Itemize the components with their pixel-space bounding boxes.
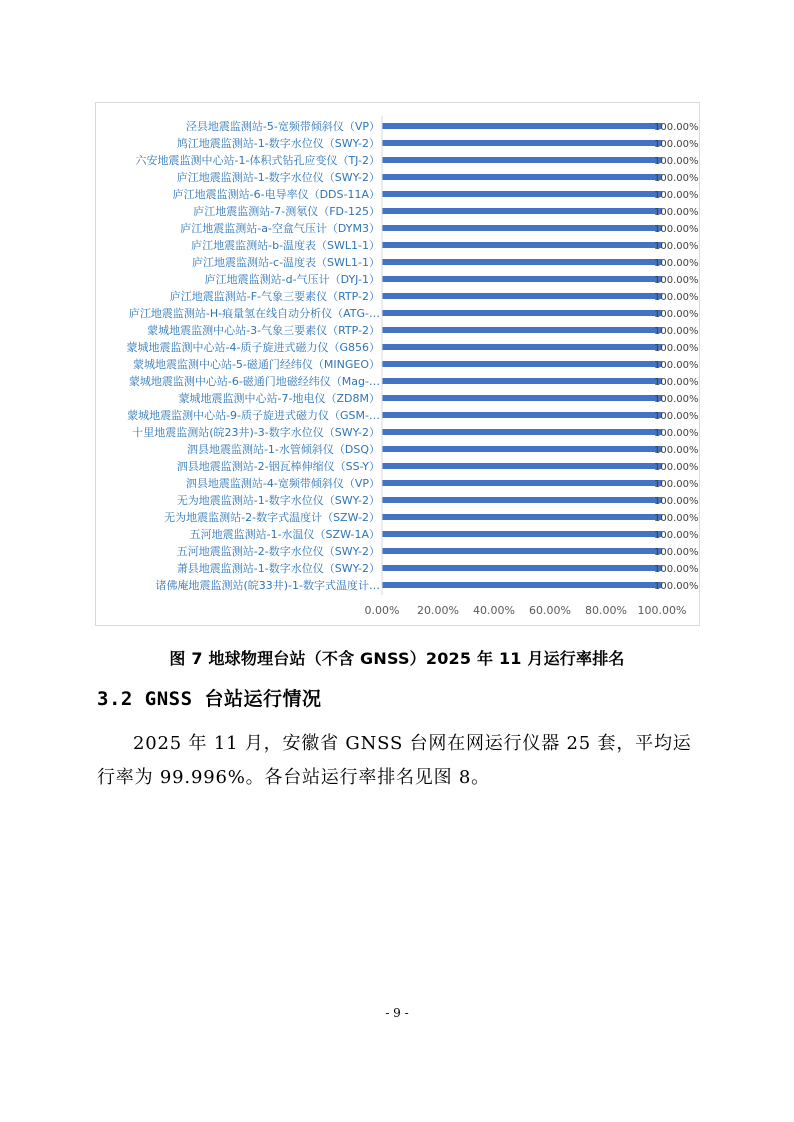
category-label: 庐江地震监测站-H-痕量氢在线自动分析仪（ATG-… (128, 307, 380, 320)
x-tick-label: 40.00% (473, 604, 515, 617)
data-label: 100.00% (654, 343, 699, 354)
bar (382, 480, 662, 486)
data-label: 100.00% (654, 445, 699, 456)
section-heading: 3.2 GNSS 台站运行情况 (97, 688, 322, 710)
data-label: 100.00% (654, 190, 699, 201)
category-label: 庐江地震监测站-a-空盒气压计（DYM3） (180, 222, 380, 235)
category-label: 五河地震监测站-1-水温仪（SZW-1A） (189, 528, 380, 541)
bar (382, 548, 662, 554)
category-label: 诸佛庵地震监测站(皖33井)-1-数字式温度计… (155, 579, 380, 592)
category-label: 泾县地震监测站-5-宽频带倾斜仪（VP） (185, 120, 380, 133)
data-label: 100.00% (654, 224, 699, 235)
data-label: 100.00% (654, 411, 699, 422)
bar (382, 123, 662, 129)
category-label: 泗县地震监测站-4-宽频带倾斜仪（VP） (185, 477, 380, 490)
data-label: 100.00% (654, 122, 699, 133)
data-label: 100.00% (654, 207, 699, 218)
category-label: 蒙城地震监测中心站-5-磁通门经纬仪（MINGEO） (132, 358, 380, 371)
category-label: 蒙城地震监测中心站-6-磁通门地磁经纬仪（Mag-… (128, 375, 380, 388)
data-label: 100.00% (654, 496, 699, 507)
category-label: 庐江地震监测站-7-测氡仪（FD-125） (193, 205, 380, 218)
bar (382, 531, 662, 537)
bar (382, 242, 662, 248)
data-label: 100.00% (654, 292, 699, 303)
category-label: 无为地震监测站-2-数字式温度计（SZW-2） (164, 511, 380, 524)
category-label: 十里地震监测站(皖23井)-3-数字水位仪（SWY-2） (132, 426, 380, 439)
category-label: 庐江地震监测站-1-数字水位仪（SWY-2） (176, 171, 380, 184)
data-label: 100.00% (654, 530, 699, 541)
data-label: 100.00% (654, 275, 699, 286)
bar (382, 208, 662, 214)
body-paragraph: 2025 年 11 月，安徽省 GNSS 台网在网运行仪器 25 套，平均运行率为 99.996%。各台站运行率排名见图 8。 (97, 733, 692, 788)
category-label: 无为地震监测站-1-数字水位仪（SWY-2） (176, 494, 380, 507)
bar (382, 259, 662, 265)
figure-caption: 图 7 地球物理台站（不含 GNSS）2025 年 11 月运行率排名 (169, 649, 625, 668)
bar (382, 514, 662, 520)
category-label: 庐江地震监测站-F-气象三要素仪（RTP-2） (169, 290, 380, 303)
data-label: 100.00% (654, 462, 699, 473)
bar (382, 225, 662, 231)
category-label: 蒙城地震监测中心站-4-质子旋进式磁力仪（G856） (126, 341, 380, 354)
data-label: 100.00% (654, 309, 699, 320)
x-tick-label: 100.00% (637, 604, 687, 617)
x-tick-label: 80.00% (585, 604, 627, 617)
category-label: 庐江地震监测站-d-气压计（DYJ-1） (204, 273, 380, 286)
bar (382, 310, 662, 316)
chart-container (95, 102, 700, 626)
category-label: 泗县地震监测站-2-铟瓦棒伸缩仪（SS-Y） (176, 460, 380, 473)
bar (382, 565, 662, 571)
bar (382, 446, 662, 452)
x-tick-label: 0.00% (364, 604, 400, 617)
data-label: 100.00% (654, 326, 699, 337)
bar (382, 293, 662, 299)
x-tick-label: 60.00% (529, 604, 571, 617)
data-label: 100.00% (654, 258, 699, 269)
bar (382, 191, 662, 197)
x-tick-label: 20.00% (417, 604, 459, 617)
data-label: 100.00% (654, 241, 699, 252)
data-label: 100.00% (654, 360, 699, 371)
data-label: 100.00% (654, 513, 699, 524)
bar (382, 327, 662, 333)
bar (382, 361, 662, 367)
bar-chart (96, 103, 699, 625)
category-label: 蒙城地震监测中心站-9-质子旋进式磁力仪（GSM-… (127, 409, 380, 422)
data-label: 100.00% (654, 581, 699, 592)
bar (382, 276, 662, 282)
bar (382, 378, 662, 384)
data-label: 100.00% (654, 479, 699, 490)
data-label: 100.00% (654, 173, 699, 184)
bar (382, 395, 662, 401)
category-label: 蒙城地震监测中心站-7-地电仪（ZD8M） (178, 392, 380, 405)
category-label: 萧县地震监测站-1-数字水位仪（SWY-2） (176, 562, 380, 575)
bar (382, 497, 662, 503)
data-label: 100.00% (654, 139, 699, 150)
category-label: 六安地震监测中心站-1-体积式钻孔应变仪（TJ-2） (135, 154, 380, 167)
bar (382, 582, 662, 588)
data-label: 100.00% (654, 564, 699, 575)
data-label: 100.00% (654, 428, 699, 439)
category-label: 蒙城地震监测中心站-3-气象三要素仪（RTP-2） (147, 324, 380, 337)
data-label: 100.00% (654, 377, 699, 388)
bar (382, 429, 662, 435)
bar (382, 157, 662, 163)
category-label: 泗县地震监测站-1-水管倾斜仪（DSQ） (186, 443, 380, 456)
bar (382, 140, 662, 146)
category-label: 鸠江地震监测站-1-数字水位仪（SWY-2） (176, 137, 380, 150)
bar (382, 412, 662, 418)
category-label: 五河地震监测站-2-数字水位仪（SWY-2） (176, 545, 380, 558)
bar (382, 174, 662, 180)
page-number: - 9 - (385, 1006, 409, 1020)
category-label: 庐江地震监测站-b-温度表（SWL1-1） (191, 239, 380, 252)
category-label: 庐江地震监测站-6-电导率仪（DDS-11A） (172, 188, 380, 201)
bar (382, 344, 662, 350)
data-label: 100.00% (654, 394, 699, 405)
category-label: 庐江地震监测站-c-温度表（SWL1-1） (192, 256, 380, 269)
data-label: 100.00% (654, 156, 699, 167)
data-label: 100.00% (654, 547, 699, 558)
bar (382, 463, 662, 469)
